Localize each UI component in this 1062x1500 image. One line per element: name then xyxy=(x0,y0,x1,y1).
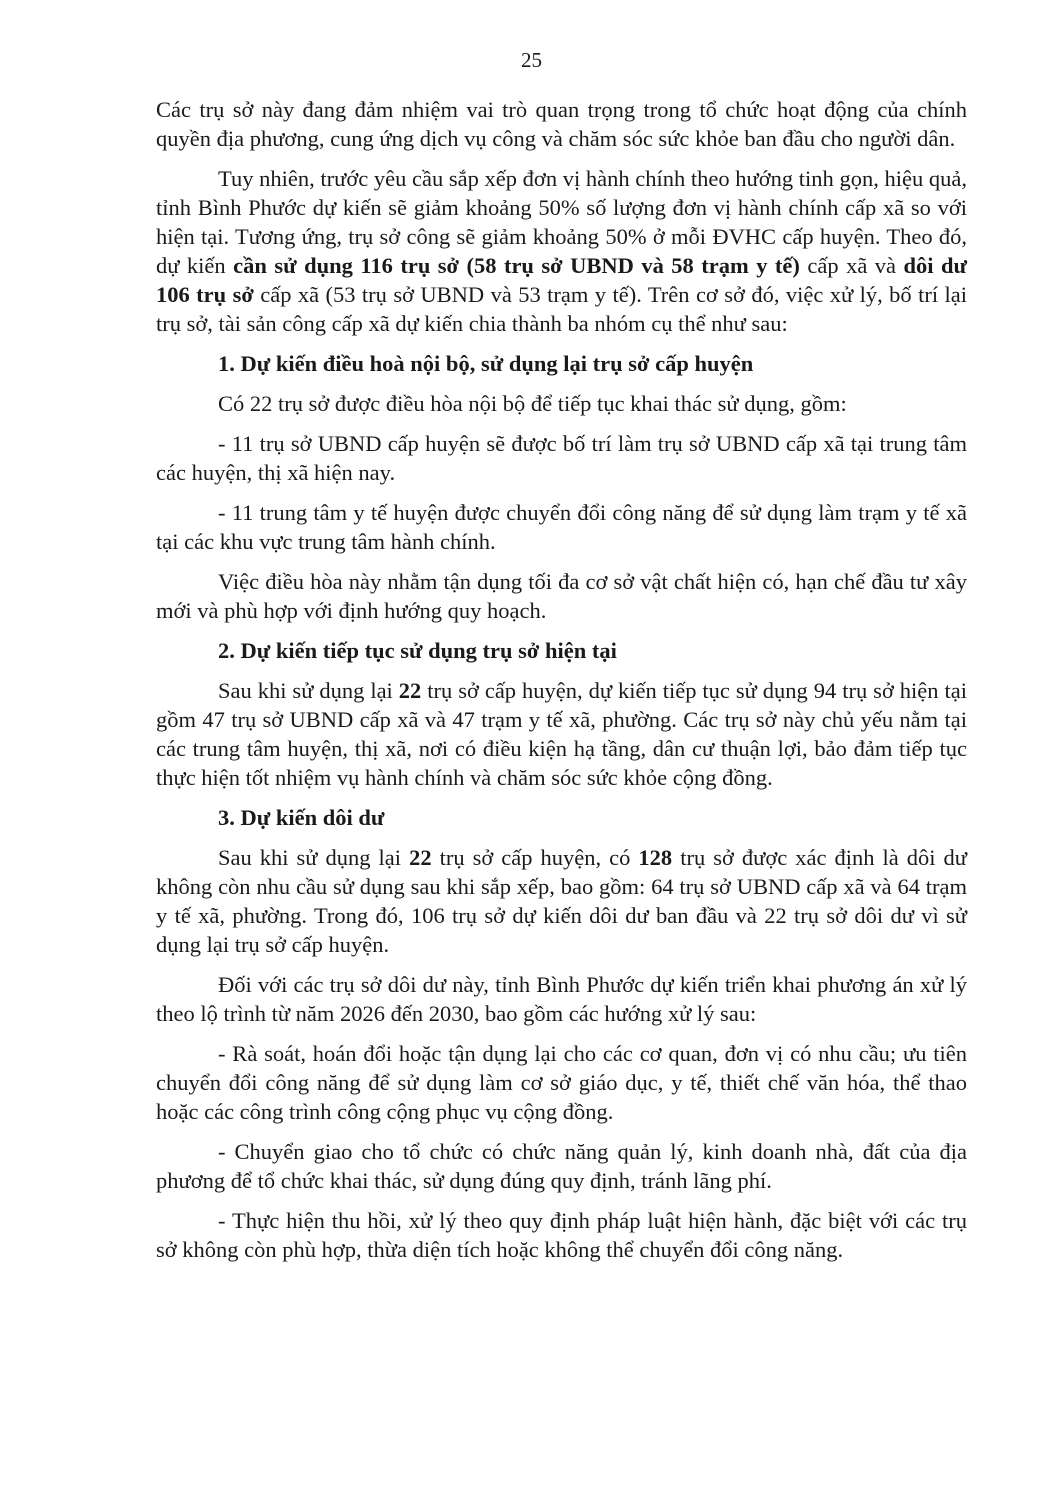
bullet-ra-soat: - Rà soát, hoán đổi hoặc tận dụng lại cho các cơ quan, đơn vị có nhu cầu; ưu tiên chuyển đổi công năng để sử dụng làm cơ sở giáo dục, y tế, thiết chế văn hóa, thể thao hoặc các công trình công cộng phục vụ cộng đồng. xyxy=(156,1041,967,1124)
bold-run: dôi dư 106 trụ sở xyxy=(156,253,968,307)
text-run: Sau khi sử dụng lại xyxy=(218,678,399,703)
heading-section-1: 1. Dự kiến điều hoà nội bộ, sử dụng lại trụ sở cấp huyện xyxy=(218,351,754,376)
heading-section-3: 3. Dự kiến dôi dư xyxy=(218,805,385,830)
paragraph-section-1-summary: Việc điều hòa này nhằm tận dụng tối đa cơ sở vật chất hiện có, hạn chế đầu tư xây mới và phù hợp với định hướng quy hoạch. xyxy=(156,569,967,623)
text-run: trụ sở cấp huyện, có xyxy=(431,845,639,870)
bold-run: 22 xyxy=(409,845,432,870)
paragraph-intro: Các trụ sở này đang đảm nhiệm vai trò quan trọng trong tổ chức hoạt động của chính quyền địa phương, cung ứng dịch vụ công và chăm sóc sức khỏe ban đầu cho người dân. xyxy=(156,97,967,151)
text-run: cấp xã (53 trụ sở UBND và 53 trạm y tế). Trên cơ sở đó, việc xử lý, bố trí lại trụ sở, tài sản công cấp xã dự kiến chia thành ba nhóm cụ thể như sau: xyxy=(156,282,967,336)
paragraph-section-3 xyxy=(156,843,967,959)
bullet-trung-tam-y-te: - 11 trung tâm y tế huyện được chuyển đổi công năng để sử dụng làm trạm y tế xã tại các khu vực trung tâm hành chính. xyxy=(156,500,967,554)
bullet-thu-hoi: - Thực hiện thu hồi, xử lý theo quy định pháp luật hiện hành, đặc biệt với các trụ sở không còn phù hợp, thừa diện tích hoặc không thể chuyển đổi công năng. xyxy=(156,1208,967,1262)
text-run: Tuy nhiên, trước yêu cầu sắp xếp đơn vị hành chính theo hướng tinh gọn, hiệu quả, tỉnh Bình Phước dự kiến sẽ giảm khoảng 50% số lượng đơn vị hành chính cấp xã so với hiện tại. Tương ứng, trụ sở công sẽ giảm khoảng 50% ở mỗi ĐVHC cấp huyện. Theo đó, dự kiến xyxy=(156,166,967,278)
text-run: Sau khi sử dụng lại xyxy=(218,845,410,870)
paragraph-section-1-intro: Có 22 trụ sở được điều hòa nội bộ để tiếp tục khai thác sử dụng, gồm: xyxy=(218,391,847,416)
bullet-chuyen-giao: - Chuyển giao cho tổ chức có chức năng quản lý, kinh doanh nhà, đất của địa phương để tổ chức khai thác, sử dụng đúng quy định, tránh lãng phí. xyxy=(156,1139,967,1193)
text-run: cấp xã và xyxy=(799,253,904,278)
heading-section-2: 2. Dự kiến tiếp tục sử dụng trụ sở hiện tại xyxy=(218,638,617,663)
bold-run: 22 xyxy=(398,678,422,703)
paragraph-section-2 xyxy=(156,676,967,792)
bold-run: cần sử dụng 116 trụ sở (58 trụ sở UBND và 58 trạm y tế) xyxy=(233,253,800,278)
text-run: trụ sở được xác định là dôi dư không còn nhu cầu sử dụng sau khi sắp xếp, bao gồm: 64 trụ sở UBND cấp xã và 64 trạm y tế xã, phường. Trong đó, 106 trụ sở dự kiến dôi dư ban đầu và 22 trụ sở dôi dư vì sử dụng lại trụ sở cấp huyện. xyxy=(156,845,967,957)
text-run: trụ sở cấp huyện, dự kiến tiếp tục sử dụng 94 trụ sở hiện tại gồm 47 trụ sở UBND cấp xã và 47 trạm y tế xã, phường. Các trụ sở này chủ yếu nằm tại các trung tâm huyện, thị xã, nơi có điều kiện hạ tầng, dân cư thuận lợi, bảo đảm tiếp tục thực hiện tốt nhiệm vụ hành chính và chăm sóc sức khỏe cộng đồng. xyxy=(156,678,967,790)
bold-run: 128 xyxy=(638,845,673,870)
bullet-ubnd-huyen: - 11 trụ sở UBND cấp huyện sẽ được bố trí làm trụ sở UBND cấp xã tại trung tâm các huyện, thị xã hiện nay. xyxy=(156,431,967,485)
page-number: 25 xyxy=(521,48,542,72)
paragraph-plan xyxy=(156,164,967,338)
paragraph-section-3-roadmap: Đối với các trụ sở dôi dư này, tỉnh Bình Phước dự kiến triển khai phương án xử lý theo lộ trình từ năm 2026 đến 2030, bao gồm các hướng xử lý sau: xyxy=(156,972,967,1026)
